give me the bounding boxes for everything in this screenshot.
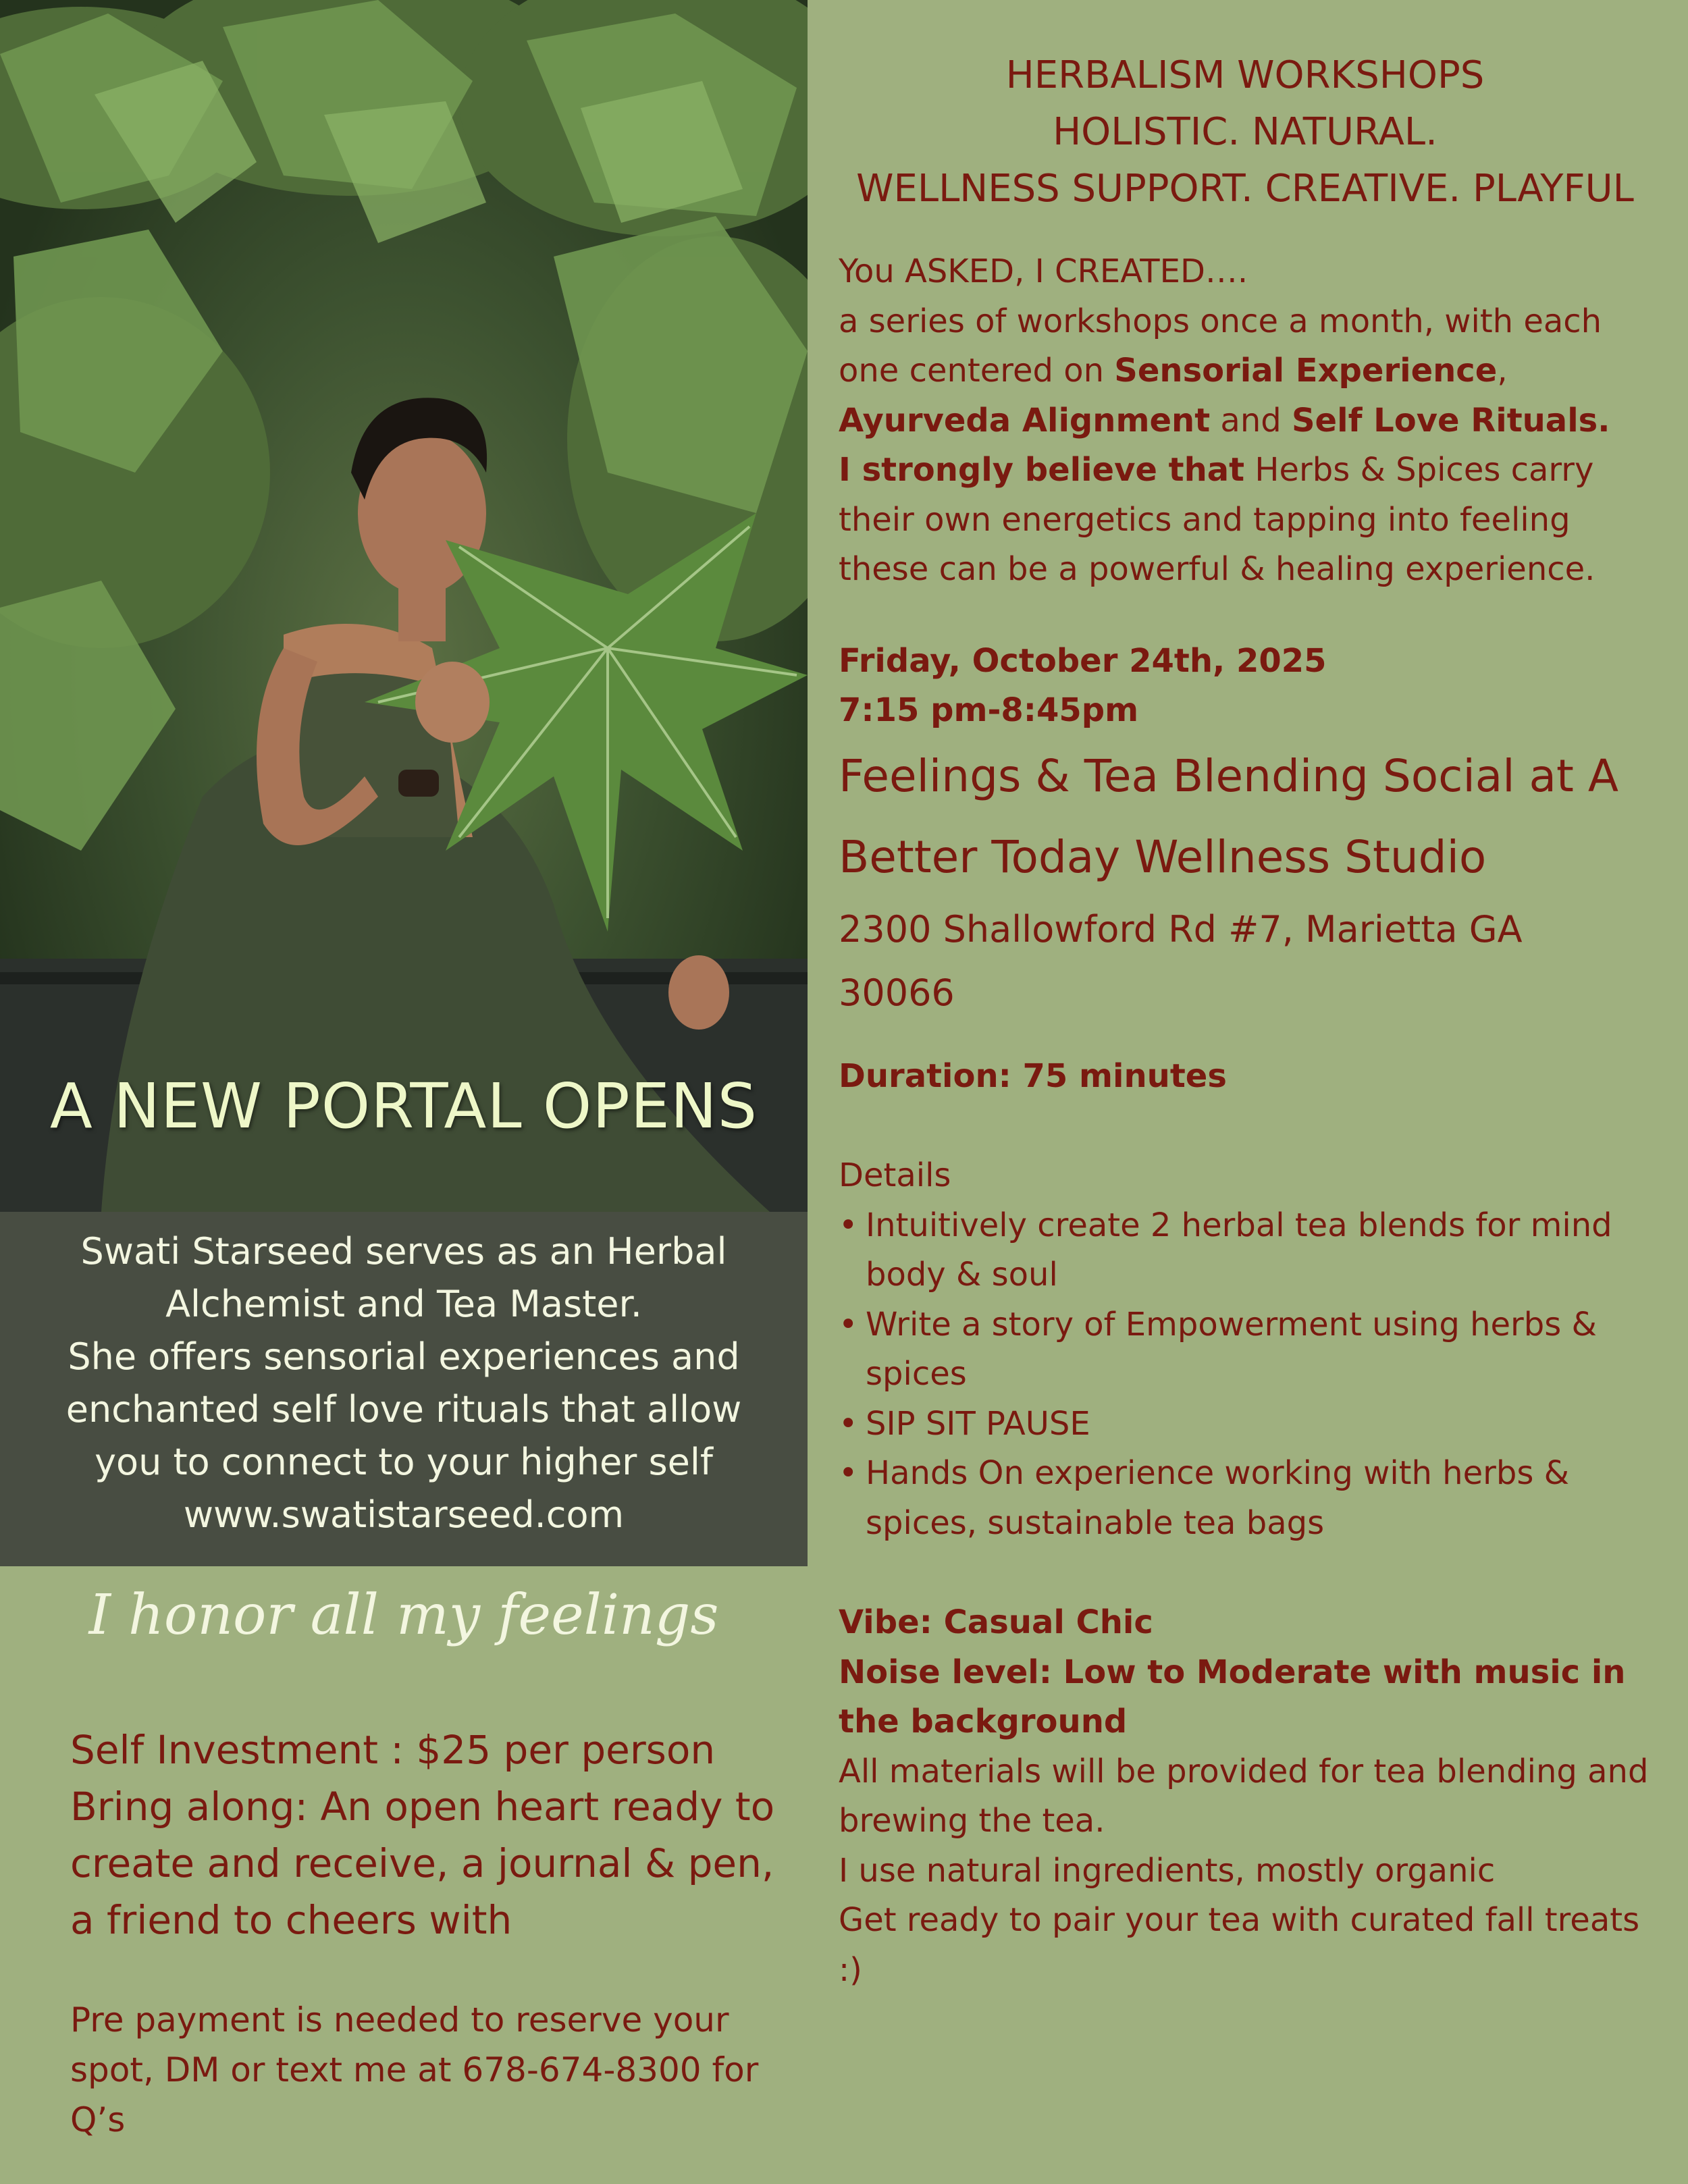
intro-text: and bbox=[1210, 401, 1292, 440]
treats-text: Get ready to pair your tea with curated fall treats :) bbox=[839, 1901, 1640, 1989]
bio-panel bbox=[0, 1212, 808, 1566]
duration-text: Duration: 75 minutes bbox=[839, 1057, 1227, 1095]
bullet-icon: • bbox=[839, 1404, 858, 1443]
header-block bbox=[828, 47, 1662, 217]
bullet-icon: • bbox=[839, 1206, 858, 1244]
bio-line: Swati Starseed serves as an Herbal bbox=[80, 1230, 727, 1273]
website-link[interactable]: www.swatistarseed.com bbox=[183, 1493, 625, 1536]
foliage-illustration bbox=[0, 0, 808, 1212]
bio-line: Alchemist and Tea Master. bbox=[165, 1283, 642, 1325]
header-line: HOLISTIC. NATURAL. bbox=[1053, 110, 1438, 154]
intro-text: Herbs & Spices carry their own energetics and tapping into feeling these can be a powerful & healing experience. bbox=[839, 451, 1595, 588]
intro-text: , bbox=[1497, 352, 1508, 390]
event-time: 7:15 pm-8:45pm bbox=[839, 691, 1139, 729]
header-line: WELLNESS SUPPORT. CREATIVE. PLAYFUL bbox=[856, 167, 1634, 211]
intro-highlight: Self Love Rituals. bbox=[1291, 401, 1610, 440]
bullet-icon: • bbox=[839, 1454, 858, 1492]
affirmation-script: I honor all my feelings bbox=[88, 1583, 719, 1647]
materials-text: All materials will be provided for tea blending and brewing the tea. bbox=[839, 1752, 1649, 1840]
prepayment-note: Pre payment is needed to reserve your spot, DM or text me at 678-674-8300 for Q’s bbox=[70, 2000, 759, 2139]
intro-highlight: I strongly believe that bbox=[839, 451, 1245, 489]
intro-body bbox=[839, 297, 1662, 595]
intro-paragraph bbox=[839, 247, 1662, 595]
address-line: 2300 Shallowford Rd #7, Marietta GA bbox=[839, 907, 1523, 951]
list-item: • Intuitively create 2 herbal tea blends for mind body & soul bbox=[839, 1201, 1662, 1300]
list-item: • Write a story of Empowerment using herbs & spices bbox=[839, 1300, 1662, 1400]
event-date: Friday, October 24th, 2025 bbox=[839, 641, 1327, 680]
event-title bbox=[839, 736, 1662, 898]
intro-highlight: Sensorial Experience bbox=[1114, 352, 1498, 390]
noise-level-text: Noise level: Low to Moderate with music in the background bbox=[839, 1653, 1626, 1740]
bio-line: you to connect to your higher self bbox=[95, 1441, 713, 1483]
event-title-line: Feelings & Tea Blending Social at A bbox=[839, 749, 1618, 802]
portal-title: A NEW PORTAL OPENS bbox=[49, 1070, 758, 1142]
vibe-block bbox=[839, 1598, 1662, 1995]
header-line: HERBALISM WORKSHOPS bbox=[1005, 53, 1485, 97]
address-line: 30066 bbox=[839, 971, 955, 1014]
intro-text: a series of workshops once a month, with each one centered on bbox=[839, 302, 1602, 390]
event-address bbox=[839, 898, 1662, 1025]
bio-line: enchanted self love rituals that allow bbox=[65, 1388, 742, 1431]
portrait-photo bbox=[0, 0, 808, 1212]
bring-along-text: Bring along: An open heart ready to create and receive, a journal & pen, a friend to cheers with bbox=[70, 1784, 775, 1943]
vibe-text: Vibe: Casual Chic bbox=[839, 1603, 1153, 1641]
bio-line: She offers sensorial experiences and bbox=[68, 1335, 740, 1378]
bullet-icon: • bbox=[839, 1305, 858, 1343]
details-list bbox=[839, 1201, 1662, 1549]
details-column bbox=[839, 47, 1662, 1995]
event-title-line: Better Today Wellness Studio bbox=[839, 830, 1487, 883]
intro-highlight: Ayurveda Alignment bbox=[839, 401, 1211, 440]
list-item: • Hands On experience working with herbs & spices, sustainable tea bags bbox=[839, 1449, 1662, 1548]
list-item: • SIP SIT PAUSE bbox=[839, 1400, 1662, 1449]
intro-first-line: You ASKED, I CREATED…. bbox=[839, 252, 1248, 290]
ingredients-text: I use natural ingredients, mostly organic bbox=[839, 1851, 1496, 1890]
price-text: Self Investment : $25 per person bbox=[70, 1727, 716, 1773]
details-heading: Details bbox=[839, 1156, 951, 1194]
investment-info bbox=[70, 1722, 786, 1948]
